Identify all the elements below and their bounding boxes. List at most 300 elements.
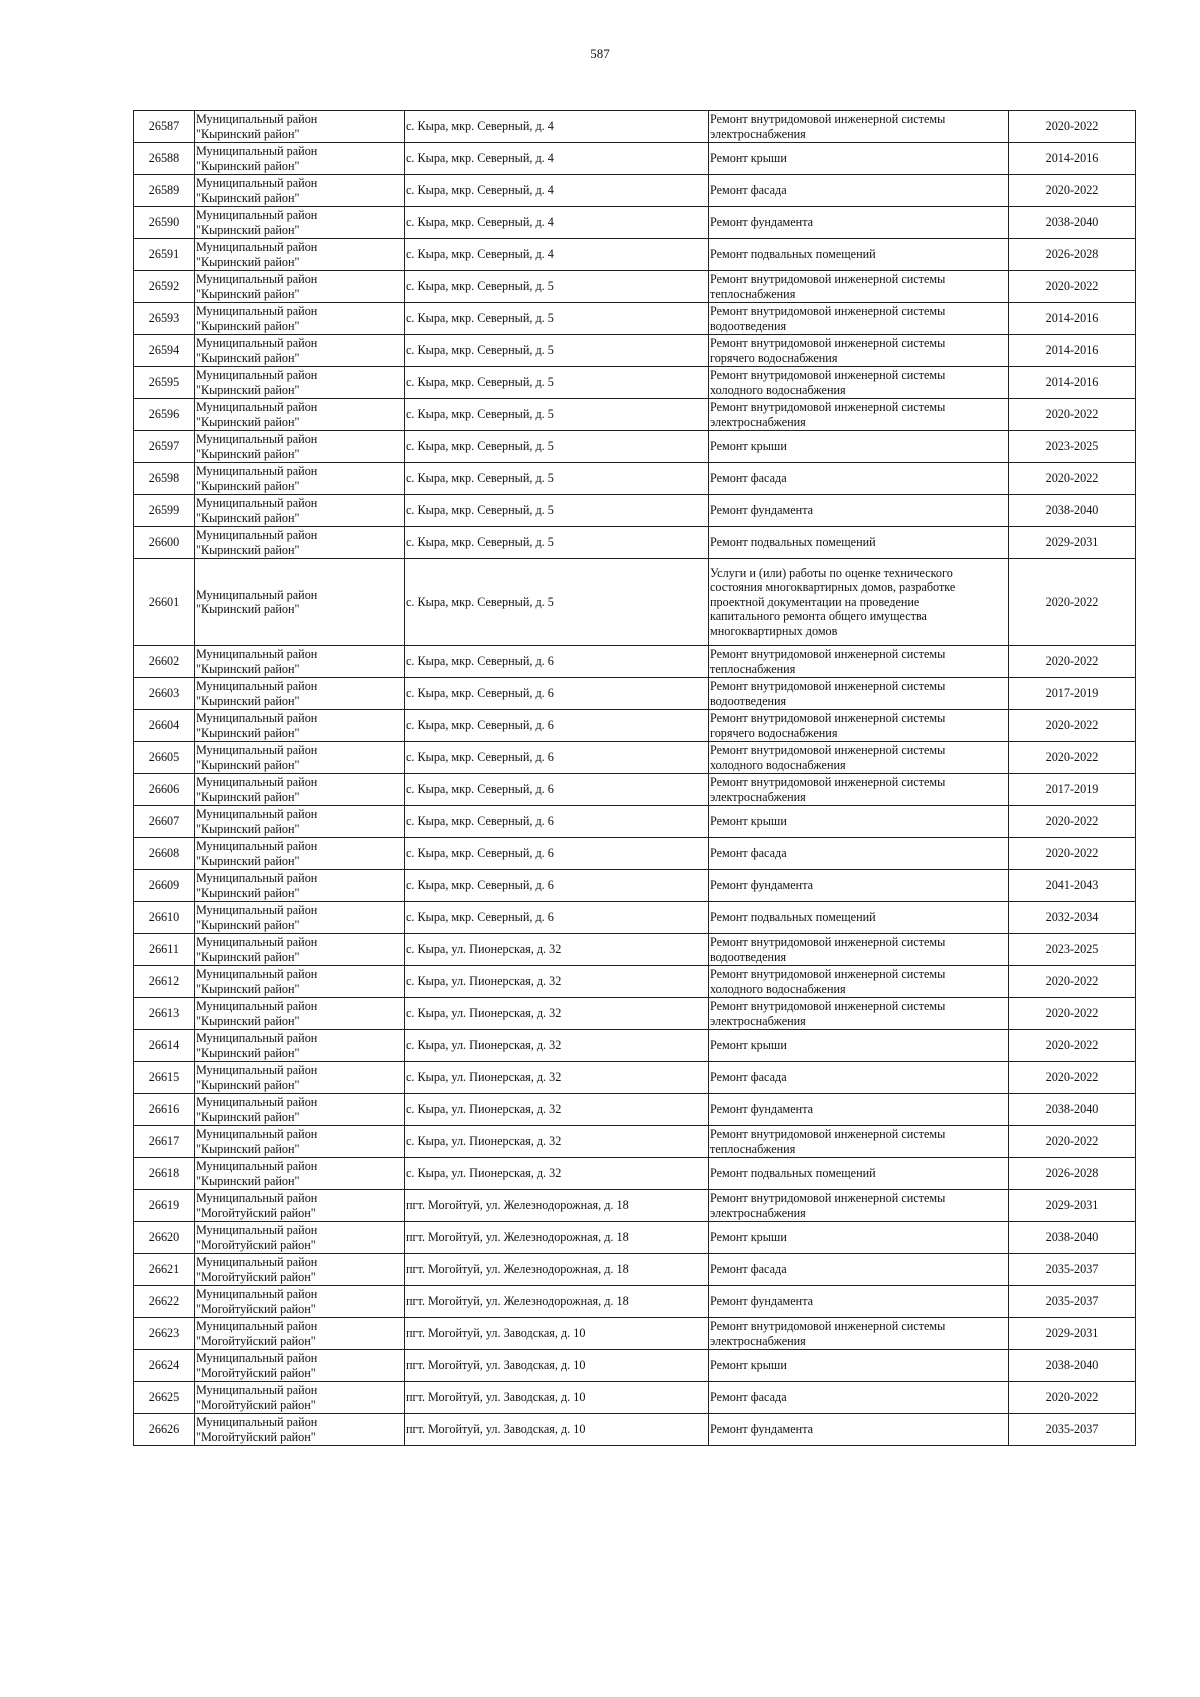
municipality-name-line: "Кыринский район" (196, 757, 300, 772)
work-type-cell (709, 710, 1009, 742)
row-number-cell: 26618 (134, 1158, 195, 1190)
period-cell: 2020-2022 (1009, 1126, 1136, 1158)
work-type-cell (709, 1158, 1009, 1190)
period-cell: 2020-2022 (1009, 1030, 1136, 1062)
work-type-cell (709, 239, 1009, 271)
work-type-line: Ремонт подвальных помещений (710, 910, 876, 925)
municipality-cell (195, 1414, 405, 1446)
municipality-cell (195, 431, 405, 463)
municipality-name-line: "Кыринский район" (196, 725, 300, 740)
address-cell: с. Кыра, мкр. Северный, д. 5 (405, 559, 709, 646)
work-type-line: холодного водоснабжения (710, 981, 846, 996)
municipality-name-line: "Кыринский район" (196, 158, 300, 173)
row-number-cell: 26623 (134, 1318, 195, 1350)
municipality-cell (195, 998, 405, 1030)
period-cell: 2020-2022 (1009, 998, 1136, 1030)
row-number-cell: 26604 (134, 710, 195, 742)
work-type-line: Ремонт внутридомовой инженерной системы (710, 967, 946, 981)
table-row (134, 646, 1136, 678)
work-type-line: Ремонт фасада (710, 1390, 787, 1405)
work-type-line: Ремонт внутридомовой инженерной системы (710, 272, 946, 286)
period-cell: 2029-2031 (1009, 527, 1136, 559)
table-row (134, 239, 1136, 271)
work-type-line: теплоснабжения (710, 286, 796, 301)
municipality-name-line: "Кыринский район" (196, 126, 300, 141)
work-type-line: Ремонт внутридомовой инженерной системы (710, 304, 946, 318)
row-number-cell: 26589 (134, 175, 195, 207)
table-row (134, 495, 1136, 527)
period-cell: 2029-2031 (1009, 1318, 1136, 1350)
address-cell: с. Кыра, ул. Пионерская, д. 32 (405, 1126, 709, 1158)
municipality-line: Муниципальный район (196, 1351, 318, 1365)
row-number-cell: 26624 (134, 1350, 195, 1382)
row-number-cell: 26591 (134, 239, 195, 271)
municipality-name-line: "Кыринский район" (196, 885, 300, 900)
municipality-cell (195, 495, 405, 527)
municipality-line: Муниципальный район (196, 999, 318, 1013)
row-number-cell: 26619 (134, 1190, 195, 1222)
work-type-line: Ремонт подвальных помещений (710, 1166, 876, 1181)
municipality-line: Муниципальный район (196, 272, 318, 286)
table-row (134, 1318, 1136, 1350)
row-number-cell: 26605 (134, 742, 195, 774)
address-cell: с. Кыра, мкр. Северный, д. 4 (405, 239, 709, 271)
table-row (134, 1126, 1136, 1158)
municipality-cell (195, 303, 405, 335)
municipality-cell (195, 902, 405, 934)
municipality-cell (195, 646, 405, 678)
work-type-cell (709, 1254, 1009, 1286)
address-cell: с. Кыра, мкр. Северный, д. 4 (405, 143, 709, 175)
work-type-cell (709, 1350, 1009, 1382)
row-number-cell: 26613 (134, 998, 195, 1030)
period-cell: 2038-2040 (1009, 1222, 1136, 1254)
municipality-line: Муниципальный район (196, 1031, 318, 1045)
work-type-cell (709, 143, 1009, 175)
address-cell: пгт. Могойтуй, ул. Железнодорожная, д. 18 (405, 1190, 709, 1222)
municipality-line: Муниципальный район (196, 679, 318, 693)
municipality-name-line: "Могойтуйский район" (196, 1397, 316, 1412)
municipality-cell (195, 143, 405, 175)
row-number-cell: 26615 (134, 1062, 195, 1094)
address-cell: с. Кыра, мкр. Северный, д. 4 (405, 207, 709, 239)
row-number-cell: 26625 (134, 1382, 195, 1414)
table-row (134, 175, 1136, 207)
work-type-line: горячего водоснабжения (710, 350, 838, 365)
work-type-cell (709, 431, 1009, 463)
address-cell: с. Кыра, мкр. Северный, д. 5 (405, 431, 709, 463)
work-type-line: теплоснабжения (710, 661, 796, 676)
period-cell: 2014-2016 (1009, 367, 1136, 399)
work-type-line: электроснабжения (710, 1013, 806, 1028)
work-type-line: Ремонт фундамента (710, 1102, 814, 1117)
period-cell: 2035-2037 (1009, 1286, 1136, 1318)
municipality-name-line: "Кыринский район" (196, 1077, 300, 1092)
address-cell: с. Кыра, мкр. Северный, д. 5 (405, 271, 709, 303)
row-number-cell: 26608 (134, 838, 195, 870)
table-row (134, 111, 1136, 143)
table-row (134, 559, 1136, 646)
table-row (134, 463, 1136, 495)
municipality-line: Муниципальный район (196, 1159, 318, 1173)
table-row (134, 335, 1136, 367)
row-number-cell: 26595 (134, 367, 195, 399)
table-row (134, 710, 1136, 742)
work-type-line: Ремонт внутридомовой инженерной системы (710, 1127, 946, 1141)
municipality-line: Муниципальный район (196, 432, 318, 446)
municipality-cell (195, 1382, 405, 1414)
work-type-line: Ремонт подвальных помещений (710, 535, 876, 550)
municipality-name-line: "Кыринский район" (196, 222, 300, 237)
municipality-name-line: "Кыринский район" (196, 254, 300, 269)
municipality-line: Муниципальный район (196, 1255, 318, 1269)
period-cell: 2014-2016 (1009, 143, 1136, 175)
municipality-name-line: "Кыринский район" (196, 693, 300, 708)
work-type-line: Ремонт фасада (710, 1262, 787, 1277)
work-type-cell (709, 774, 1009, 806)
work-type-line: Ремонт крыши (710, 814, 787, 829)
work-type-line: Ремонт фасада (710, 471, 787, 486)
work-type-cell (709, 271, 1009, 303)
table-body (134, 111, 1136, 1446)
row-number-cell: 26626 (134, 1414, 195, 1446)
period-cell: 2035-2037 (1009, 1254, 1136, 1286)
repair-schedule-table (133, 110, 1136, 1446)
work-type-line: Ремонт крыши (710, 439, 787, 454)
row-number-cell: 26622 (134, 1286, 195, 1318)
period-cell: 2038-2040 (1009, 1350, 1136, 1382)
municipality-line: Муниципальный район (196, 112, 318, 126)
table-row (134, 1094, 1136, 1126)
address-cell: с. Кыра, мкр. Северный, д. 4 (405, 175, 709, 207)
municipality-line: Муниципальный район (196, 1287, 318, 1301)
municipality-line: Муниципальный район (196, 903, 318, 917)
address-cell: с. Кыра, ул. Пионерская, д. 32 (405, 966, 709, 998)
work-type-cell (709, 1126, 1009, 1158)
work-type-line: теплоснабжения (710, 1141, 796, 1156)
work-type-cell (709, 1414, 1009, 1446)
municipality-line: Муниципальный район (196, 496, 318, 510)
municipality-name-line: "Кыринский район" (196, 542, 300, 557)
work-type-cell (709, 1222, 1009, 1254)
period-cell: 2020-2022 (1009, 1382, 1136, 1414)
table-row (134, 367, 1136, 399)
address-cell: с. Кыра, мкр. Северный, д. 6 (405, 870, 709, 902)
address-cell: с. Кыра, мкр. Северный, д. 6 (405, 806, 709, 838)
municipality-line: Муниципальный район (196, 935, 318, 949)
period-cell: 2023-2025 (1009, 934, 1136, 966)
row-number-cell: 26593 (134, 303, 195, 335)
address-cell: пгт. Могойтуй, ул. Железнодорожная, д. 18 (405, 1254, 709, 1286)
municipality-cell (195, 1318, 405, 1350)
municipality-cell (195, 1126, 405, 1158)
work-type-line: Ремонт фундамента (710, 1294, 814, 1309)
table-row (134, 774, 1136, 806)
municipality-line: Муниципальный район (196, 1095, 318, 1109)
row-number-cell: 26621 (134, 1254, 195, 1286)
work-type-cell (709, 998, 1009, 1030)
municipality-name-line: "Кыринский район" (196, 510, 300, 525)
work-type-line: Ремонт внутридомовой инженерной системы (710, 679, 946, 693)
municipality-line: Муниципальный район (196, 1319, 318, 1333)
address-cell: с. Кыра, ул. Пионерская, д. 32 (405, 1158, 709, 1190)
municipality-line: Муниципальный район (196, 1383, 318, 1397)
address-cell: с. Кыра, ул. Пионерская, д. 32 (405, 1062, 709, 1094)
municipality-name-line: "Кыринский район" (196, 821, 300, 836)
municipality-name-line: "Кыринский район" (196, 1013, 300, 1028)
work-type-line: Ремонт крыши (710, 1358, 787, 1373)
work-type-cell (709, 902, 1009, 934)
work-type-cell (709, 806, 1009, 838)
work-type-cell (709, 527, 1009, 559)
work-type-cell (709, 367, 1009, 399)
municipality-name-line: "Могойтуйский район" (196, 1269, 316, 1284)
municipality-line: Муниципальный район (196, 368, 318, 382)
municipality-line: Муниципальный район (196, 464, 318, 478)
table-row (134, 806, 1136, 838)
table-row (134, 1190, 1136, 1222)
municipality-name-line: "Кыринский район" (196, 1173, 300, 1188)
municipality-name-line: "Могойтуйский район" (196, 1237, 316, 1252)
table-row (134, 1030, 1136, 1062)
period-cell: 2017-2019 (1009, 678, 1136, 710)
table-row (134, 399, 1136, 431)
period-cell: 2020-2022 (1009, 646, 1136, 678)
period-cell: 2020-2022 (1009, 463, 1136, 495)
table-row (134, 207, 1136, 239)
municipality-line: Муниципальный район (196, 807, 318, 821)
municipality-line: Муниципальный район (196, 144, 318, 158)
table-row (134, 902, 1136, 934)
address-cell: с. Кыра, мкр. Северный, д. 6 (405, 678, 709, 710)
table-row (134, 1414, 1136, 1446)
municipality-line: Муниципальный район (196, 336, 318, 350)
table-row (134, 1350, 1136, 1382)
period-cell: 2020-2022 (1009, 966, 1136, 998)
address-cell: с. Кыра, мкр. Северный, д. 6 (405, 838, 709, 870)
work-type-line: Ремонт внутридомовой инженерной системы (710, 999, 946, 1013)
municipality-line: Муниципальный район (196, 528, 318, 542)
work-type-line: Ремонт внутридомовой инженерной системы (710, 647, 946, 661)
address-cell: с. Кыра, мкр. Северный, д. 5 (405, 527, 709, 559)
municipality-cell (195, 239, 405, 271)
municipality-name-line: "Кыринский район" (196, 414, 300, 429)
work-type-line: Ремонт крыши (710, 151, 787, 166)
work-type-line: состояния многоквартирных домов, разработке (710, 580, 956, 595)
work-type-line: многоквартирных домов (710, 623, 838, 638)
table-row (134, 838, 1136, 870)
period-cell: 2023-2025 (1009, 431, 1136, 463)
work-type-cell (709, 559, 1009, 646)
work-type-line: Ремонт внутридомовой инженерной системы (710, 711, 946, 725)
work-type-line: капитального ремонта общего имущества (710, 609, 927, 624)
municipality-cell (195, 175, 405, 207)
work-type-cell (709, 1062, 1009, 1094)
municipality-line: Муниципальный район (196, 208, 318, 222)
municipality-name-line: "Могойтуйский район" (196, 1429, 316, 1444)
row-number-cell: 26612 (134, 966, 195, 998)
period-cell: 2020-2022 (1009, 271, 1136, 303)
municipality-line: Муниципальный район (196, 967, 318, 981)
municipality-cell (195, 774, 405, 806)
municipality-line: Муниципальный район (196, 1415, 318, 1429)
work-type-line: электроснабжения (710, 1205, 806, 1220)
work-type-line: Ремонт внутридомовой инженерной системы (710, 775, 946, 789)
municipality-cell (195, 271, 405, 303)
table-row (134, 1222, 1136, 1254)
period-cell: 2020-2022 (1009, 175, 1136, 207)
row-number-cell: 26592 (134, 271, 195, 303)
period-cell: 2041-2043 (1009, 870, 1136, 902)
work-type-line: Ремонт внутридомовой инженерной системы (710, 1191, 946, 1205)
work-type-line: Ремонт крыши (710, 1038, 787, 1053)
work-type-cell (709, 463, 1009, 495)
municipality-name-line: "Кыринский район" (196, 382, 300, 397)
table-row (134, 678, 1136, 710)
municipality-name-line: "Кыринский район" (196, 446, 300, 461)
work-type-cell (709, 303, 1009, 335)
row-number-cell: 26607 (134, 806, 195, 838)
table-row (134, 966, 1136, 998)
municipality-line: Муниципальный район (196, 1223, 318, 1237)
work-type-line: водоотведения (710, 949, 787, 964)
period-cell: 2032-2034 (1009, 902, 1136, 934)
municipality-name-line: "Кыринский район" (196, 661, 300, 676)
municipality-line: Муниципальный район (196, 647, 318, 661)
row-number-cell: 26598 (134, 463, 195, 495)
municipality-cell (195, 1190, 405, 1222)
municipality-name-line: "Кыринский район" (196, 190, 300, 205)
work-type-line: горячего водоснабжения (710, 725, 838, 740)
municipality-line: Муниципальный район (196, 871, 318, 885)
municipality-name-line: "Кыринский район" (196, 1141, 300, 1156)
municipality-cell (195, 111, 405, 143)
address-cell: с. Кыра, мкр. Северный, д. 6 (405, 742, 709, 774)
address-cell: пгт. Могойтуй, ул. Заводская, д. 10 (405, 1350, 709, 1382)
municipality-cell (195, 367, 405, 399)
work-type-line: электроснабжения (710, 414, 806, 429)
work-type-line: Ремонт фундамента (710, 878, 814, 893)
municipality-cell (195, 678, 405, 710)
period-cell: 2035-2037 (1009, 1414, 1136, 1446)
municipality-name-line: "Могойтуйский район" (196, 1301, 316, 1316)
work-type-cell (709, 1190, 1009, 1222)
table-row (134, 271, 1136, 303)
row-number-cell: 26610 (134, 902, 195, 934)
address-cell: с. Кыра, мкр. Северный, д. 4 (405, 111, 709, 143)
work-type-cell (709, 495, 1009, 527)
work-type-cell (709, 870, 1009, 902)
work-type-line: электроснабжения (710, 126, 806, 141)
municipality-line: Муниципальный район (196, 400, 318, 414)
municipality-line: Муниципальный район (196, 839, 318, 853)
period-cell: 2020-2022 (1009, 1062, 1136, 1094)
municipality-line: Муниципальный район (196, 176, 318, 190)
municipality-line: Муниципальный район (196, 1191, 318, 1205)
work-type-line: Ремонт внутридомовой инженерной системы (710, 743, 946, 757)
municipality-cell (195, 806, 405, 838)
address-cell: с. Кыра, мкр. Северный, д. 5 (405, 367, 709, 399)
work-type-cell (709, 1318, 1009, 1350)
period-cell: 2020-2022 (1009, 806, 1136, 838)
municipality-name-line: "Кыринский район" (196, 981, 300, 996)
address-cell: с. Кыра, ул. Пионерская, д. 32 (405, 934, 709, 966)
work-type-line: холодного водоснабжения (710, 757, 846, 772)
work-type-line: Ремонт крыши (710, 1230, 787, 1245)
municipality-cell (195, 966, 405, 998)
municipality-name-line: "Кыринский район" (196, 286, 300, 301)
municipality-name-line: "Кыринский район" (196, 853, 300, 868)
period-cell: 2020-2022 (1009, 559, 1136, 646)
municipality-line: Муниципальный район (196, 1063, 318, 1077)
work-type-line: Ремонт внутридомовой инженерной системы (710, 112, 946, 126)
municipality-name-line: "Могойтуйский район" (196, 1205, 316, 1220)
table-row (134, 1286, 1136, 1318)
address-cell: с. Кыра, мкр. Северный, д. 6 (405, 774, 709, 806)
municipality-name-line: "Кыринский район" (196, 949, 300, 964)
work-type-line: водоотведения (710, 318, 787, 333)
work-type-cell (709, 175, 1009, 207)
work-type-line: водоотведения (710, 693, 787, 708)
address-cell: с. Кыра, мкр. Северный, д. 5 (405, 335, 709, 367)
table-row (134, 303, 1136, 335)
address-cell: пгт. Могойтуй, ул. Заводская, д. 10 (405, 1382, 709, 1414)
municipality-line: Муниципальный район (196, 711, 318, 725)
table-row (134, 1062, 1136, 1094)
work-type-line: проектной документации на проведение (710, 594, 920, 609)
row-number-cell: 26609 (134, 870, 195, 902)
period-cell: 2020-2022 (1009, 111, 1136, 143)
municipality-cell (195, 1062, 405, 1094)
address-cell: с. Кыра, мкр. Северный, д. 5 (405, 303, 709, 335)
table-row (134, 1254, 1136, 1286)
address-cell: пгт. Могойтуй, ул. Железнодорожная, д. 18 (405, 1222, 709, 1254)
address-cell: с. Кыра, ул. Пионерская, д. 32 (405, 1030, 709, 1062)
municipality-name-line: "Кыринский район" (196, 917, 300, 932)
period-cell: 2014-2016 (1009, 335, 1136, 367)
row-number-cell: 26603 (134, 678, 195, 710)
period-cell: 2020-2022 (1009, 710, 1136, 742)
period-cell: 2038-2040 (1009, 495, 1136, 527)
municipality-cell (195, 1094, 405, 1126)
address-cell: пгт. Могойтуй, ул. Заводская, д. 10 (405, 1318, 709, 1350)
table-row (134, 1158, 1136, 1190)
municipality-cell (195, 1222, 405, 1254)
municipality-name-line: "Кыринский район" (196, 1109, 300, 1124)
work-type-cell (709, 1030, 1009, 1062)
work-type-line: Ремонт фасада (710, 183, 787, 198)
municipality-cell (195, 463, 405, 495)
address-cell: с. Кыра, мкр. Северный, д. 5 (405, 399, 709, 431)
address-cell: с. Кыра, ул. Пионерская, д. 32 (405, 998, 709, 1030)
period-cell: 2029-2031 (1009, 1190, 1136, 1222)
municipality-cell (195, 559, 405, 646)
work-type-line: Ремонт внутридомовой инженерной системы (710, 368, 946, 382)
table-row (134, 431, 1136, 463)
table-row (134, 527, 1136, 559)
row-number-cell: 26606 (134, 774, 195, 806)
municipality-cell (195, 207, 405, 239)
period-cell: 2020-2022 (1009, 399, 1136, 431)
table-row (134, 1382, 1136, 1414)
row-number-cell: 26599 (134, 495, 195, 527)
row-number-cell: 26597 (134, 431, 195, 463)
period-cell: 2014-2016 (1009, 303, 1136, 335)
municipality-name-line: "Кыринский район" (196, 478, 300, 493)
address-cell: с. Кыра, мкр. Северный, д. 5 (405, 495, 709, 527)
period-cell: 2026-2028 (1009, 239, 1136, 271)
period-cell: 2026-2028 (1009, 1158, 1136, 1190)
